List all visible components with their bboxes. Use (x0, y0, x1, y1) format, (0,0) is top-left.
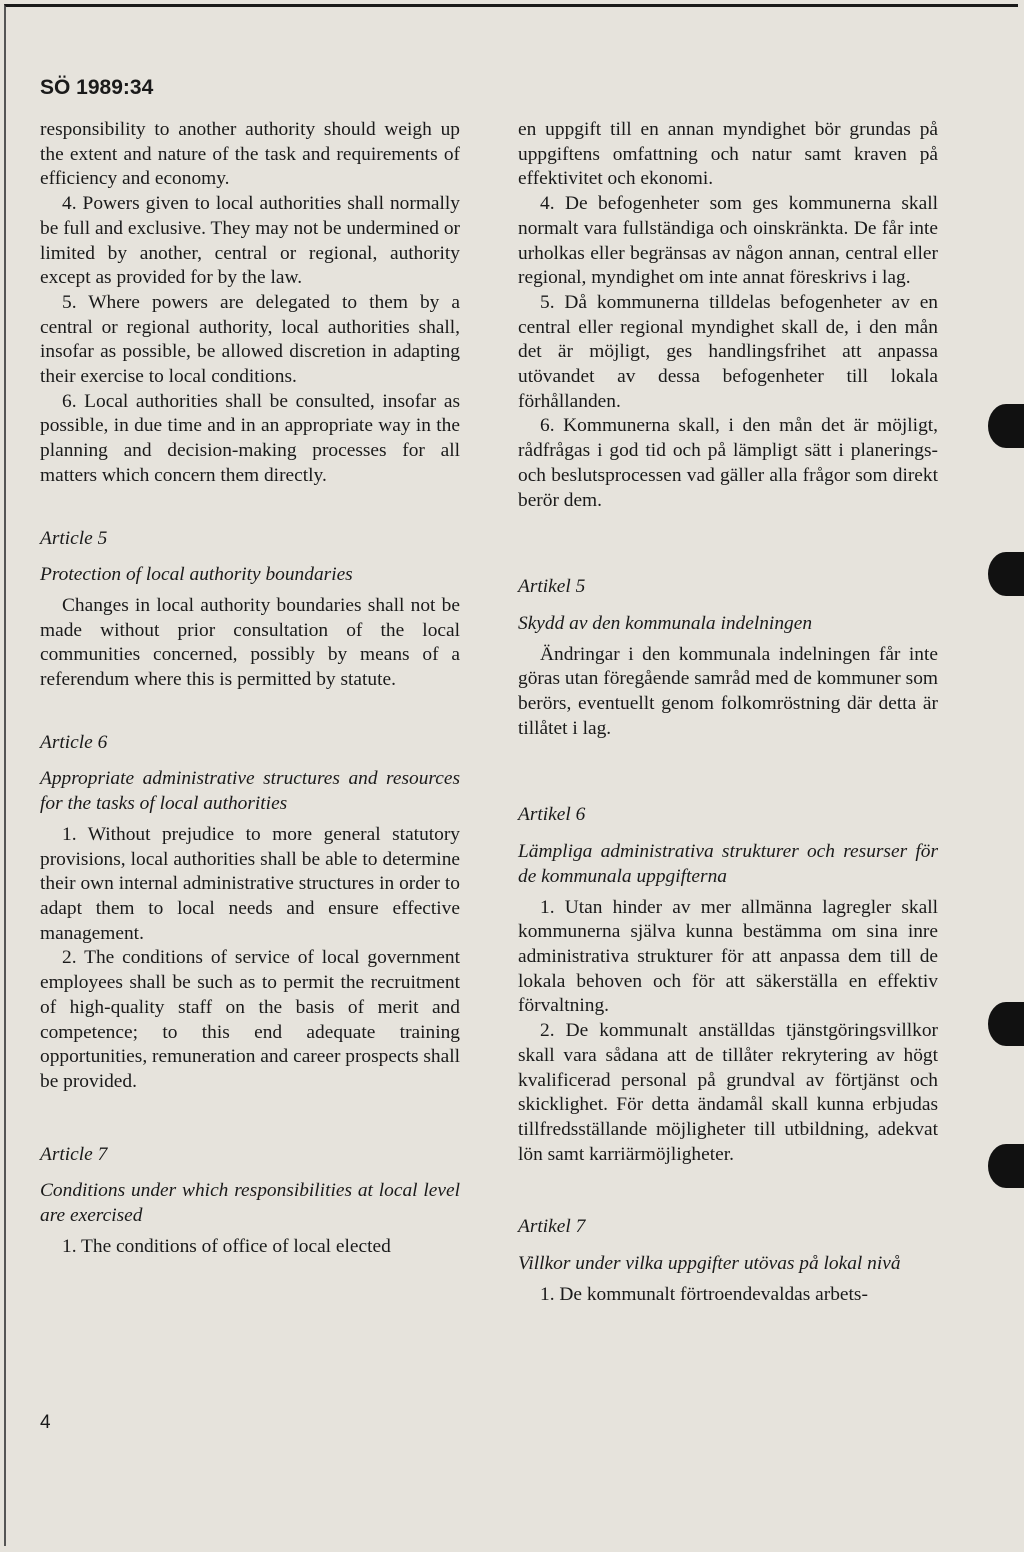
article-5-text: Ändringar i den kommunala indelningen får inte göras utan föregående samråd med de kommuner som berörs, eventuellt genom folkomröstning där detta är tillåtet i lag. (518, 643, 938, 739)
article-5-title: Protection of local authority boundaries (40, 564, 353, 586)
punch-hole (988, 1144, 1024, 1188)
swedish-column (518, 118, 938, 1307)
punch-hole (988, 1002, 1024, 1046)
article-7-heading: Article 7 (40, 1143, 108, 1165)
continuation-paragraph: en uppgift till en annan myndighet bör grundas på uppgiftens omfattning och natur samt kraven på effektivitet och ekonomi. (518, 119, 938, 190)
article-7-title: Conditions under which responsibilities at local level are exercised (40, 1180, 460, 1227)
paragraph-6: 6. Kommunerna skall, i den mån det är möjligt, rådfrågas i god tid och på lämpligt sätt i planerings- och beslutsprocessen vad gäller alla frågor som direkt berör dem. (518, 415, 938, 511)
paragraph-5: 5. Då kommunerna tilldelas befogenheter av en central eller regional myndighet skall de, i den mån det är möjligt, ges handlingsfrihet att anpassa utövandet av dessa befogenheter till lokala förhållanden. (518, 291, 938, 412)
article-6-heading: Artikel 6 (518, 804, 586, 826)
article-6-heading: Article 6 (40, 731, 108, 753)
article-6-paragraph-2: 2. The conditions of service of local government employees shall be such as to permit the recruitment of high-quality staff on the basis of merit and competence; to this end adequate training opportunities, remuneration and career prospects shall be provided. (40, 947, 460, 1092)
article-6-paragraph-1: 1. Without prejudice to more general statutory provisions, local authorities shall be able to determine their own internal administrative structures in order to adapt them to local needs and ensure effective management. (40, 823, 460, 944)
continuation-paragraph: responsibility to another authority should weigh up the extent and nature of the task and requirements of efficiency and economy. (40, 119, 460, 190)
page-number: 4 (40, 1412, 51, 1433)
document-reference: SÖ 1989:34 (40, 76, 154, 99)
article-6-title: Lämpliga administrativa strukturer och resurser för de kommunala uppgifterna (518, 841, 938, 887)
paragraph-4: 4. Powers given to local authorities shall normally be full and exclusive. They may not be undermined or limited by another, central or regional, authority except as provided for by the law. (40, 193, 460, 289)
paragraph-6: 6. Local authorities shall be consulted, insofar as possible, in due time and in an appropriate way in the planning and decision-making processes for all matters which concern them directly. (40, 390, 460, 486)
article-7-paragraph-1: 1. De kommunalt förtroendevaldas arbets- (540, 1283, 868, 1305)
punch-hole (988, 552, 1024, 596)
paragraph-5: 5. Where powers are delegated to them by a central or regional authority, local authorities shall, insofar as possible, be allowed discretion in adapting their exercise to local conditions. (40, 291, 460, 388)
article-7-heading: Artikel 7 (518, 1216, 586, 1238)
english-column (40, 118, 460, 1259)
punch-hole (988, 404, 1024, 448)
paragraph-4: 4. De befogenheter som ges kommunerna skall normalt vara fullständiga och oinskränkta. De får inte urholkas eller begränsas av någon annan, central eller regional, myndighet om inte annat föreskrivs i lag. (518, 193, 938, 289)
article-6-title: Appropriate administrative structures and resources for the tasks of local authorities (40, 768, 460, 815)
article-5-title: Skydd av den kommunala indelningen (518, 612, 813, 634)
article-5-heading: Article 5 (40, 527, 108, 549)
article-6-paragraph-1: 1. Utan hinder av mer allmänna lagregler skall kommunerna själva kunna bestämma om sina inre administrativa strukturer för att anpassa dem till de lokala behoven och för att säkerställa en effektiv förvaltning. (518, 896, 938, 1017)
article-5-text: Changes in local authority boundaries shall not be made without prior consultation of the local communities concerned, possibly by means of a referendum where this is permitted by statute. (40, 594, 460, 691)
article-5-heading: Artikel 5 (518, 576, 586, 598)
article-6-paragraph-2: 2. De kommunalt anställdas tjänstgöringsvillkor skall vara sådana att de tillåter rekrytering av högt kvalificerad personal på grundval av förtjänst och skicklighet. För detta ändamål skall kunna erbjudas tillfredsställande möjligheter till utbildning, adekvat lön samt karriärmöjligheter. (518, 1020, 938, 1165)
article-7-title: Villkor under vilka uppgifter utövas på lokal nivå (518, 1253, 901, 1275)
article-7-paragraph-1: 1. The conditions of office of local elected (62, 1235, 391, 1257)
